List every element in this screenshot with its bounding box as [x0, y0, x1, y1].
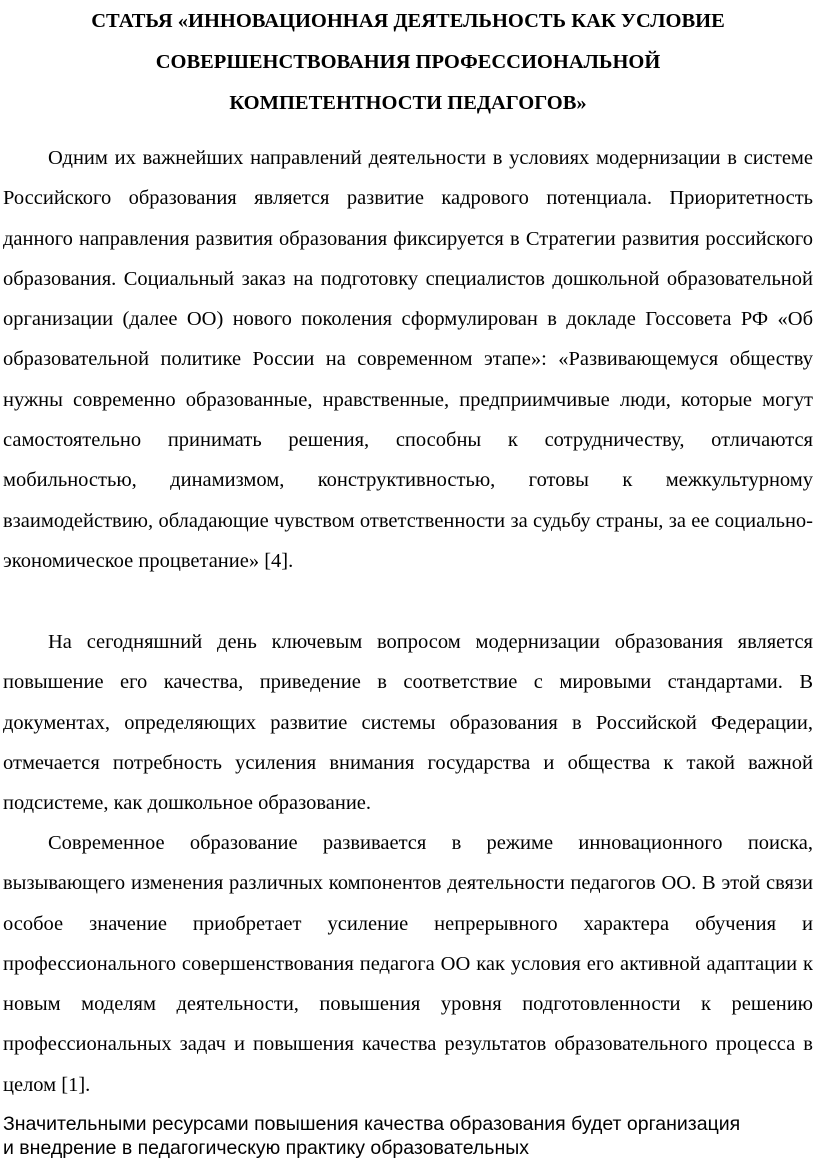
paragraph-2: На сегодняшний день ключевым вопросом модернизации образования является повышение его качества, приведение в соответствие с мировыми стандартами. В документах, определяющих развитие системы образования в Российской Федерации, отмечается потребность усиления внимания государства и общества к такой важной подсистеме, как дошкольное образование.	[3, 631, 813, 815]
title-line-3: КОМПЕТЕНТНОСТИ ПЕДАГОГОВ»	[229, 92, 587, 114]
continuation-line-2: и внедрение в педагогическую практику образовательных	[3, 1137, 529, 1159]
paragraph-3: Современное образование развивается в режиме инновационного поиска, вызывающего изменения различных компонентов деятельности педагогов ОО. В этой связи особое значение приобретает усиление непрерывного характера обучения и профессионального совершенствования педагога ОО как условия его активной адаптации к новым моделям деятельности, повышения уровня подготовленности к решению профессиональных задач и повышения качества результатов образовательного процесса в целом [1].	[3, 832, 813, 1096]
title-line-1: СТАТЬЯ «ИННОВАЦИОННАЯ ДЕЯТЕЛЬНОСТЬ КАК УСЛОВИЕ	[91, 10, 725, 32]
article-title	[0, 1, 816, 124]
title-line-2: СОВЕРШЕНСТВОВАНИЯ ПРОФЕССИОНАЛЬНОЙ	[155, 51, 661, 73]
continuation-paragraph	[3, 1112, 813, 1160]
paragraph-1: Одним их важнейших направлений деятельности в условиях модернизации в системе Российского образования является развитие кадрового потенциала. Приоритетность данного направления развития образования фиксируется в Стратегии развития российского образования. Социальный заказ на подготовку специалистов дошкольной образовательной организации (далее ОО) нового поколения сформулирован в докладе Госсовета РФ «Об образовательной политике России на современном этапе»: «Развивающемуся обществу нужны современно образованные, нравственные, предприимчивые люди, которые могут самостоятельно принимать решения, способны к сотрудничеству, отличаются мобильностью, динамизмом, конструктивностью, готовы к межкультурному взаимодействию, обладающие чувством ответственности за судьбу страны, за ее социально-экономическое процветание» [4].	[3, 147, 813, 572]
continuation-line-1: Значительными ресурсами повышения качества образования будет организация	[3, 1113, 741, 1135]
